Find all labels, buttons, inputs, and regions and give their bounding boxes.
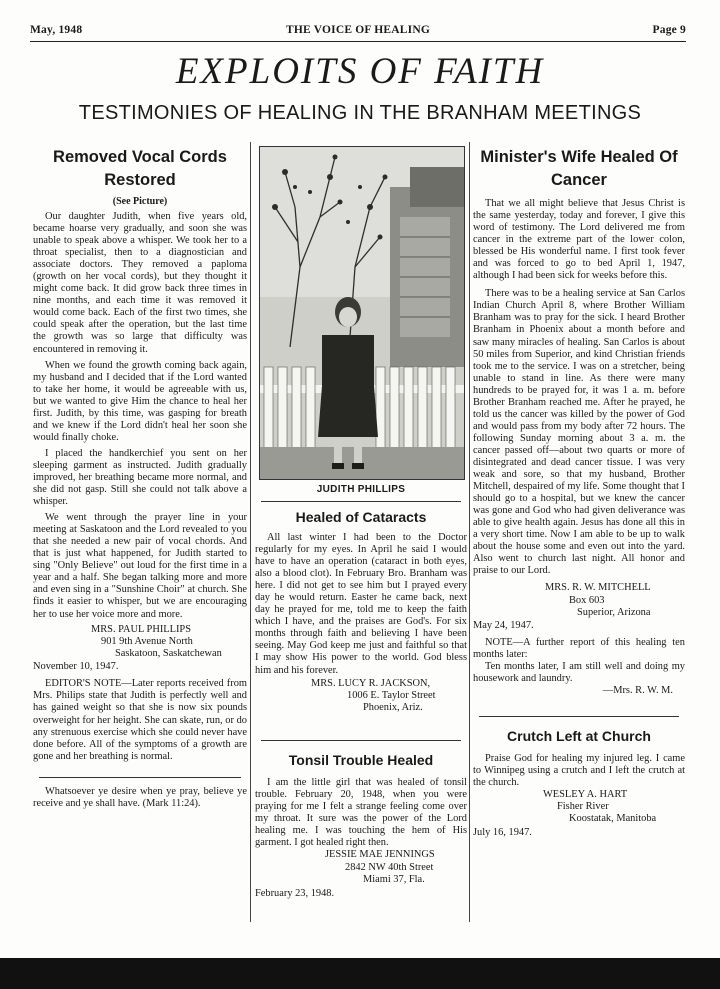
right-column xyxy=(473,140,685,840)
signature-city: Saskatoon, Saskatchewan xyxy=(115,647,222,659)
column-rule xyxy=(469,142,470,922)
tonsil-signature xyxy=(255,849,467,886)
article-divider xyxy=(39,777,241,778)
cancer-date: May 24, 1947. xyxy=(473,620,534,632)
section-subhead: TESTIMONIES OF HEALING IN THE BRANHAM MEETINGS xyxy=(78,102,642,124)
cataracts-signature xyxy=(255,678,467,715)
cataracts-article-title: Healed of Cataracts xyxy=(295,509,427,525)
signature-address: 1006 E. Taylor Street xyxy=(347,689,436,701)
signature-name: MRS. LUCY R. JACKSON, xyxy=(311,677,431,689)
signature-name: MRS. R. W. MITCHELL xyxy=(545,582,651,594)
vocal-paragraph: I placed the handkerchief you sent on her sleeping garment as instructed. Judith gradually improved, her breathing became more normal, and she did not gasp. Still she could not talk above a whisper. xyxy=(33,447,247,508)
vocal-article-title: Removed Vocal Cords Restored xyxy=(53,148,227,189)
crutch-paragraph: Praise God for healing my injured leg. I came to Winnipeg using a crutch and I left the crutch at the church. xyxy=(473,752,685,788)
vocal-date: November 10, 1947. xyxy=(33,661,119,673)
issue-date: May, 1948 xyxy=(30,24,83,36)
middle-column xyxy=(255,140,467,900)
signature-name: MRS. PAUL PHILLIPS xyxy=(91,623,191,635)
cancer-paragraph: There was to be a healing service at San Carlos Indian Church April 8, where Brother William Branham was to pray for the sick. I heard Brother Branham in Phoenix about a month before and saw many miracles of healing. San Carlos is about 50 miles from Superior, and kind Christian friends took me to the service. I was on a stretcher, being unable to stand in line. As there were many hundreds to be prayed for, it was 1 a. m. before Brother Branham reached me. After he prayed, he told us the cancer was killed by the power of God and would pass from my body after 72 hours. The following Sunday morning about 3 a. m. the cancer passed off—about two quarts or more of disintegrated and dead cancer tissue. I was very weak and sore, so that my husband, Brother Mitchell, despaired of my life. Some thought that I should go to a hospital, but we knew the cancer was gone and God who had given deliverance was able to give health again. Jesus has done all this in a very short time. Now I am able to be up to walk about the house some and even out into the yard. Also went to church last night. All honor and praise to our Lord. xyxy=(473,288,685,577)
signature-address: Box 603 xyxy=(569,594,605,606)
vocal-paragraph: Our daughter Judith, when five years old, became hoarse very gradually, and soon she was unable to speak above a whisper. We took her to a throat specialist, then to a diagnostician and associate doctors. They removed a paploma (growth on her vocal cords), but they thought it might come back. It did grow back three times in nine months, and each time it was removed it would come back. Each of the first two times, she could speak after the operation, but the last time the growth was so large that difficulty was encountered in removing it. xyxy=(33,211,247,355)
section-masthead: EXPLOITS OF FAITH xyxy=(175,51,545,92)
signature-city: Superior, Arizona xyxy=(577,606,651,618)
crutch-date: July 16, 1947. xyxy=(473,827,532,839)
tonsil-paragraph: I am the little girl that was healed of tonsil trouble. February 20, 1948, when you were praying for me I felt a strange feeling come over my throat. It sure was the power of the Lord healing me. I was touching the hem of His garment. I got healed right then. xyxy=(255,777,467,849)
page-number: Page 9 xyxy=(652,24,686,36)
publication-title: THE VOICE OF HEALING xyxy=(285,24,431,36)
signature-address: 901 9th Avenue North xyxy=(101,635,193,647)
signature-name: JESSIE MAE JENNINGS xyxy=(325,849,435,861)
scan-border xyxy=(0,958,720,989)
photo-caption: JUDITH PHILLIPS xyxy=(316,484,406,495)
column-rule xyxy=(250,142,251,922)
photo-illustration xyxy=(260,147,464,479)
signature-city: Miami 37, Fla. xyxy=(363,873,425,885)
tonsil-date: February 23, 1948. xyxy=(255,888,335,900)
tonsil-article-title: Tonsil Trouble Healed xyxy=(288,752,434,769)
cataracts-paragraph: All last winter I had been to the Doctor regularly for my eyes. In April he said I would have to have an operation (cataract in both eyes, also a blood clot). In February Bro. Branham was here. I did not get to see him but I prayed every day he would return. Easter he came back, next day he prayed for me, told me to keep the faith which I have, and the praises are God's. For six months through faith and believing I have been seeing. May God keep me just and faithful so that I may show His power to the world. God bless him and his forever. xyxy=(255,532,467,676)
cancer-paragraph: That we all might believe that Jesus Christ is the same yesterday, today and forever, I give this word of testimony. The Lord delivered me from cancer in the extreme part of the lower colon, blessed be His wonderful name. I first took fever and was forced to go to bed April 1, 1947, although I had been sick for weeks before this. xyxy=(473,198,685,282)
judith-phillips-photo xyxy=(259,146,465,480)
article-divider xyxy=(479,716,679,717)
crutch-article-title: Crutch Left at Church xyxy=(507,727,651,744)
cancer-followup-signature: —Mrs. R. W. M. xyxy=(602,685,673,697)
signature-name: WESLEY A. HART xyxy=(543,788,628,800)
cancer-article-title: Minister's Wife Healed Of Cancer xyxy=(480,148,678,189)
signature-address: 2842 NW 40th Street xyxy=(345,861,434,873)
header-rule xyxy=(30,41,686,42)
cancer-followup-note: NOTE—A further report of this healing ten months later: xyxy=(473,637,685,661)
signature-address: Fisher River xyxy=(557,801,609,812)
crutch-signature xyxy=(473,789,685,826)
see-picture-note: (See Picture) xyxy=(112,196,168,207)
vocal-signature xyxy=(33,624,247,661)
signature-city: Koostatak, Manitoba xyxy=(569,813,657,825)
article-divider xyxy=(261,501,461,502)
cancer-signature xyxy=(473,582,685,619)
left-column xyxy=(33,140,247,810)
scripture-verse: Whatsoever ye desire when ye pray, believe ye receive and ye shall have. (Mark 11:24). xyxy=(33,785,247,809)
editor-note: EDITOR'S NOTE—Later reports received from Mrs. Philips state that Judith is perfectly well and has gained weight so that she is now six pounds overweight for her height. She can skate, run, or do any strenuous exercise which she could never have done before. All of the symptoms of a growth are gone and her breathing is normal. xyxy=(33,678,247,762)
cancer-followup-quote: Ten months later, I am still well and doing my housework and laundry. xyxy=(473,661,685,685)
signature-city: Phoenix, Ariz. xyxy=(363,701,423,713)
vocal-paragraph: When we found the growth coming back again, my husband and I decided that if the Lord wanted to take her home, it would be agreeable with us, but we wanted to give Him the chance to heal her first. Judith, by this time, was gasping for breath and we knew if the Lord didn't heal her soon she would finally choke. xyxy=(33,359,247,443)
vocal-paragraph: We went through the prayer line in your meeting at Saskatoon and the Lord revealed to you that she needed a new pair of vocal chords. And that is just what happened, for Judith started to sing "Only Believe" out loud for the first time in a year and a half. She began talking more and more and even sing in a "Sunshine Choir" at church. She finds it easier to whisper, but we are encouraging her to use her voice more and more. xyxy=(33,512,247,620)
article-divider xyxy=(261,740,461,741)
running-header xyxy=(30,24,686,40)
